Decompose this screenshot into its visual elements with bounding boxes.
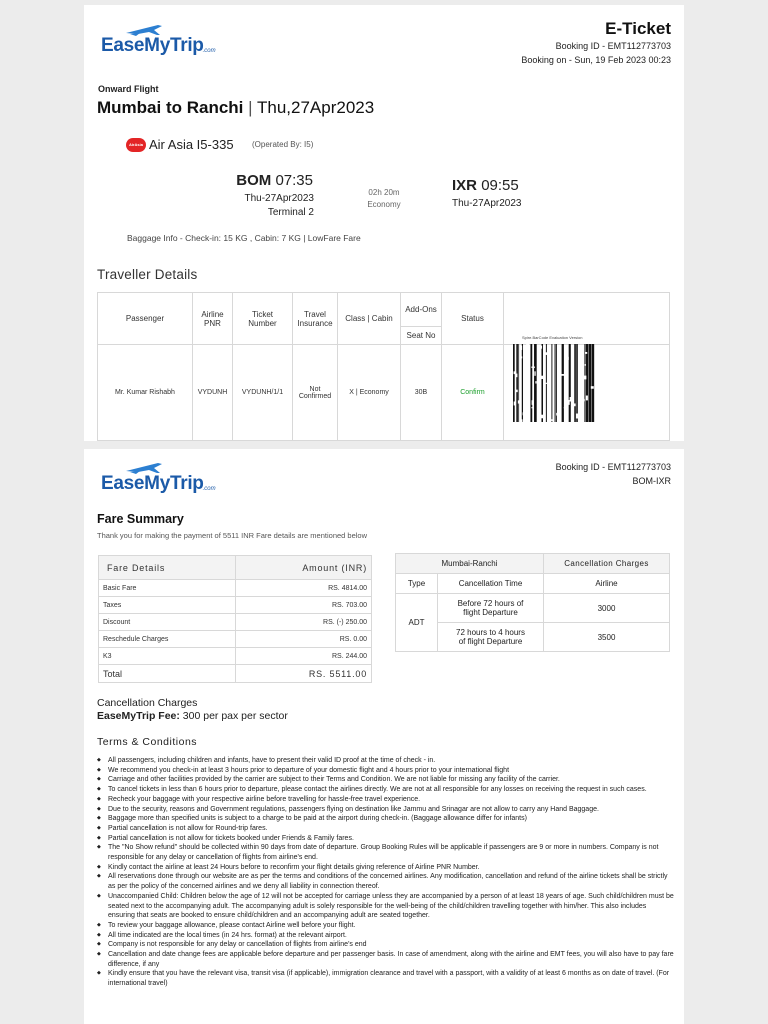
fare-summary-page xyxy=(84,449,684,1024)
booking-id: Booking ID - EMT112773703 xyxy=(555,41,671,51)
barcode-image xyxy=(513,344,595,422)
route-heading: Mumbai to Ranchi | Thu,27Apr2023 xyxy=(97,98,375,117)
passenger-insurance: Not Confirmed xyxy=(293,345,338,441)
cancel-route: Mumbai-Ranchi xyxy=(396,554,544,574)
traveller-heading: Traveller Details xyxy=(97,267,198,282)
list-item: ◆ Baggage more than specified units is subject to a charge to be paid at the airport during check-in. (Baggage allowance differ for infants) xyxy=(96,814,674,824)
flight-cabin: Economy xyxy=(367,200,401,209)
list-item: ◆ Carriage and other facilities provided by the carrier are subject to their Terms and Condition. We are not liable for missing any facility of the carrier. xyxy=(96,775,674,785)
th-insurance: Travel Insurance xyxy=(293,293,338,345)
fare-row-label: Taxes xyxy=(99,597,236,614)
fare-row-amount: RS. (-) 250.00 xyxy=(236,614,372,631)
emt-fee xyxy=(97,710,288,722)
arrival-info xyxy=(452,177,519,194)
fare-row-amount: RS. 244.00 xyxy=(236,648,372,665)
list-item: ◆ All reservations done through our website are as per the terms and conditions of the concerned airlines. Any modification, cancellation and refund of the airline tickets shall be strictly as per the policy of the concerned airlines and we deny all liability in connection thereof. xyxy=(96,872,674,891)
passenger-class: X | Economy xyxy=(338,345,401,441)
list-item: ◆ All passengers, including children and infants, have to present their valid ID proof at the time of check - in. xyxy=(96,756,674,766)
airasia-logo-icon: AirAsia xyxy=(126,138,146,152)
e-ticket-page xyxy=(84,5,684,441)
logo-suffix: .com xyxy=(202,486,216,492)
passenger-pnr: VYDUNH xyxy=(193,345,233,441)
easemytrip-logo-2 xyxy=(101,461,216,495)
barcode-caption: Spire.BarCode Evaluation Version xyxy=(522,335,583,340)
list-item: ◆ Partial cancellation is not allow for tickets booked under Friends & Family fares. xyxy=(96,834,674,844)
cancel-time-header: Cancellation Time xyxy=(438,574,544,594)
cancel-amount: 3500 xyxy=(544,623,670,652)
logo-text: EaseMyTrip xyxy=(101,35,204,56)
list-item: ◆ Cancellation and date change fees are applicable before departure and per passenger basis. In case of amendment, along with the airline and EMT fees, you will also have to pay fare difference, if any xyxy=(96,950,674,969)
route-title: Mumbai to Ranchi xyxy=(97,98,244,117)
fare-header-amount: Amount (INR) xyxy=(236,556,372,580)
cancel-pax-type: ADT xyxy=(396,594,438,652)
fare-header-label: Fare Details xyxy=(99,556,236,580)
cancellation-table xyxy=(395,553,670,652)
fare-total-row xyxy=(99,665,372,683)
fare-row-amount: RS. 4814.00 xyxy=(236,580,372,597)
logo-text: EaseMyTrip xyxy=(101,473,204,494)
cancel-amount: 3000 xyxy=(544,594,670,623)
dep-terminal: Terminal 2 xyxy=(267,207,314,218)
doc-title: E-Ticket xyxy=(605,19,671,38)
arr-time: 09:55 xyxy=(481,177,519,194)
fare-row-label: Discount xyxy=(99,614,236,631)
airline-name: Air Asia I5-335 xyxy=(149,137,234,152)
dep-date: Thu-27Apr2023 xyxy=(244,193,314,204)
fare-row-amount: RS. 703.00 xyxy=(236,597,372,614)
table-row xyxy=(99,580,372,597)
fare-row-label: K3 xyxy=(99,648,236,665)
fare-total-amount: RS. 5511.00 xyxy=(236,665,372,683)
onward-flight-label: Onward Flight xyxy=(98,84,159,94)
departure-info xyxy=(236,172,313,189)
easemytrip-logo xyxy=(101,23,216,57)
passenger-name: Mr. Kumar Rishabh xyxy=(98,345,193,441)
flight-duration: 02h 20m xyxy=(368,188,400,197)
arr-date: Thu-27Apr2023 xyxy=(452,198,522,209)
cancellation-charges-heading: Cancellation Charges xyxy=(97,697,198,709)
cancel-type-header: Type xyxy=(396,574,438,594)
terms-list xyxy=(96,756,674,989)
table-row xyxy=(99,648,372,665)
list-item: ◆ All time indicated are the local times (in 24 hrs. format) at the relevant airport. xyxy=(96,931,674,941)
booking-id-2: Booking ID - EMT112773703 xyxy=(555,462,671,472)
list-item: ◆ Partial cancellation is not allow for Round-trip fares. xyxy=(96,824,674,834)
th-passenger: Passenger xyxy=(98,293,193,345)
cancel-charges-header: Cancellation Charges xyxy=(544,554,670,574)
list-item: ◆ To review your baggage allowance, please contact Airline well before your flight. xyxy=(96,921,674,931)
fare-row-amount: RS. 0.00 xyxy=(236,631,372,648)
fare-table xyxy=(98,555,372,683)
th-status: Status xyxy=(442,293,504,345)
fare-summary-subtitle: Thank you for making the payment of 5511 INR Fare details are mentioned below xyxy=(97,531,368,540)
cancel-time: 72 hours to 4 hours of flight Departure xyxy=(438,623,544,652)
th-addons: Add-Ons xyxy=(401,293,442,327)
list-item: ◆ Unaccompanied Child: Children below the age of 12 will not be accepted for carriage unless they are accompanied by a person of at least 18 years of age. Such child/children must be seated next to the accompanying adult. The accompanying adult is solely responsible for the well-being of the child/children travelling together with him/her. This also includes ensuring that seats are booked to ensure child/children and an accompanying adult are seated together. xyxy=(96,892,674,921)
operated-by: (Operated By: I5) xyxy=(252,140,314,149)
fare-total-label: Total xyxy=(99,665,236,683)
table-row xyxy=(99,597,372,614)
table-row xyxy=(396,623,670,652)
baggage-info: Baggage Info - Check-in: 15 KG , Cabin: 7 KG | LowFare Fare xyxy=(127,233,361,243)
route-date: Thu,27Apr2023 xyxy=(256,98,375,117)
passenger-seat: 30B xyxy=(401,345,442,441)
status-badge: Confirm xyxy=(442,345,504,441)
booking-date: Booking on - Sun, 19 Feb 2023 00:23 xyxy=(521,55,671,65)
th-seat: Seat No xyxy=(401,327,442,345)
emt-fee-label: EaseMyTrip Fee: xyxy=(97,710,180,722)
list-item: ◆ Recheck your baggage with your respective airline before travelling for hassle-free travel experience. xyxy=(96,795,674,805)
list-item: ◆ Company is not responsible for any delay or cancellation of flights from airline's end xyxy=(96,940,674,950)
fare-row-label: Reschedule Charges xyxy=(99,631,236,648)
arr-code: IXR xyxy=(452,177,478,194)
table-row xyxy=(99,614,372,631)
logo-suffix: .com xyxy=(202,48,216,54)
list-item: ◆ Kindly ensure that you have the relevant visa, transit visa (if applicable), immigration clearance and travel with a passport, with a validity of at least 6 months as on date of travel. (For international travel) xyxy=(96,969,674,988)
fare-row-label: Basic Fare xyxy=(99,580,236,597)
cancel-airline-header: Airline xyxy=(544,574,670,594)
list-item: ◆ Due to the security, reasons and Government regulations, passengers flying on destination like Jammu and Srinagar are not allow to carry any Hand Baggage. xyxy=(96,805,674,815)
list-item: ◆ The "No Show refund" should be collected within 90 days from date of departure. Group Booking Rules will be applicable if passengers are 9 or more in numbers. Company is not responsible for any delay or cancellation of flights from airline's end. xyxy=(96,843,674,862)
cancel-time: Before 72 hours of flight Departure xyxy=(438,594,544,623)
fare-table-header xyxy=(99,556,372,580)
list-item: ◆ We recommend you check-in at least 3 hours prior to departure of your domestic flight and 4 hours prior to your international flight xyxy=(96,766,674,776)
table-row xyxy=(99,631,372,648)
list-item: ◆ To cancel tickets in less than 6 hours prior to departure, please contact the airlines directly. We are not at all responsible for any losses on receiving the request in such cases. xyxy=(96,785,674,795)
list-item: ◆ Kindly contact the airline at least 24 Hours before to reconfirm your flight details giving reference of Airline PNR Number. xyxy=(96,863,674,873)
traveller-table-header xyxy=(98,293,670,327)
th-airline-pnr: Airline PNR xyxy=(193,293,233,345)
emt-fee-value: 300 per pax per sector xyxy=(182,710,288,722)
table-row xyxy=(396,594,670,623)
dep-time: 07:35 xyxy=(275,172,313,189)
dep-code: BOM xyxy=(236,172,272,189)
sector-code: BOM-IXR xyxy=(632,476,671,486)
terms-heading: Terms & Conditions xyxy=(97,736,198,748)
th-class: Class | Cabin xyxy=(338,293,401,345)
fare-summary-heading: Fare Summary xyxy=(97,512,184,526)
passenger-ticket: VYDUNH/1/1 xyxy=(233,345,293,441)
th-ticket-number: Ticket Number xyxy=(233,293,293,345)
